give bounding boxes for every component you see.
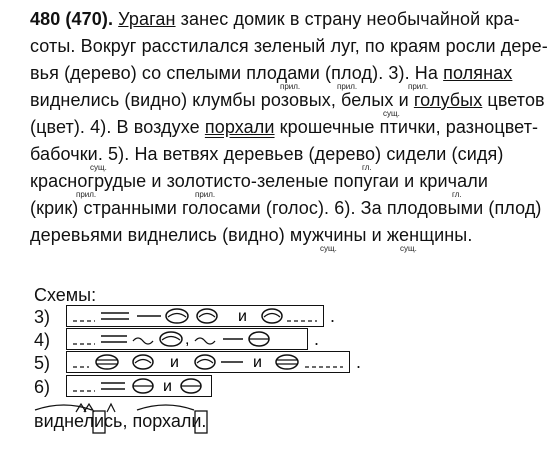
scheme-comma: , [185,331,190,348]
pos-annotation: гл. [362,163,372,172]
scheme-box [66,328,308,350]
morph-comma: , [122,411,128,431]
text-segment: (цвет). 4). В воздухе [30,117,205,137]
scheme-graphic [67,329,307,349]
scheme-end: . [356,352,362,372]
scheme-conj: и [253,354,262,371]
scheme-end: . [314,329,320,349]
morph-end: . [201,411,207,431]
underlined-word-porhali: порхали [204,117,275,137]
text-segment: цветов [482,90,545,110]
pos-annotation: сущ. [320,244,337,253]
underlined-word-golubyh: голубых [413,90,483,110]
text-segment: крошечные птички, разноцвет- [274,117,539,137]
morph-word-root: виднел [34,411,94,431]
scheme-box [66,305,324,327]
scheme-label: 5) [34,353,51,373]
text-line-5 [30,116,538,138]
text-line-8: (крик) странными голосами (голос). 6). За плодовыми (плод) [30,198,542,218]
text-segment: виднелись (видно) клумбы розовых, белых и [30,90,414,110]
text-segment: вья (дерево) со спелыми плодами (плод). 3). На [30,63,444,83]
morpheme-analysis [34,410,206,432]
scheme-conj: и [238,308,247,325]
scheme-graphic [67,376,211,396]
morph-word-root: порхал [132,411,192,431]
underlined-word-polyanah: полянах [443,63,513,83]
scheme-label: 6) [34,377,51,397]
morpheme-marks [34,398,234,432]
pos-annotation: прил. [195,190,216,199]
scheme-graphic [67,352,349,372]
text-line-3 [30,62,512,84]
morph-word-ending: и [93,411,105,431]
scheme-label: 3) [34,307,51,327]
pos-annotation: прил. [280,82,301,91]
scheme-box [66,375,212,397]
pos-annotation: сущ. [400,244,417,253]
scheme-label: 4) [34,330,51,350]
pos-annotation: сущ. [383,109,400,118]
pos-annotation: сущ. [90,163,107,172]
scheme-end: . [330,306,336,326]
pos-annotation: прил. [337,82,358,91]
text-line-4 [30,89,545,111]
scheme-conj: и [170,354,179,371]
text-segment: занес домик в страну необычайной кра- [175,9,520,29]
text-line-9: деревьями виднелись (видно) мужчины и женщины. [30,225,473,245]
text-line-1 [30,8,520,30]
morph-word-ending: и [191,411,202,431]
scheme-graphic [67,306,323,326]
text-line-7: красногрудые и золотисто-зеленые попугаи и кричали [30,171,489,191]
pos-annotation: прил. [76,190,97,199]
pos-annotation: прил. [408,82,429,91]
scheme-conj: и [163,378,172,395]
pos-annotation: гл. [452,190,462,199]
schemes-title: Схемы: [34,285,97,305]
underlined-word-uragan: Ураган [118,9,176,29]
exercise-number: 480 (470). [30,9,114,29]
text-line-2: соты. Вокруг расстилался зеленый луг, по краям росли дере- [30,36,548,56]
scheme-box [66,351,350,373]
text-line-6: бабочки. 5). На ветвях деревьев (дерево) сидели (сидя) [30,144,504,164]
morph-word-suffix: сь [104,411,123,431]
